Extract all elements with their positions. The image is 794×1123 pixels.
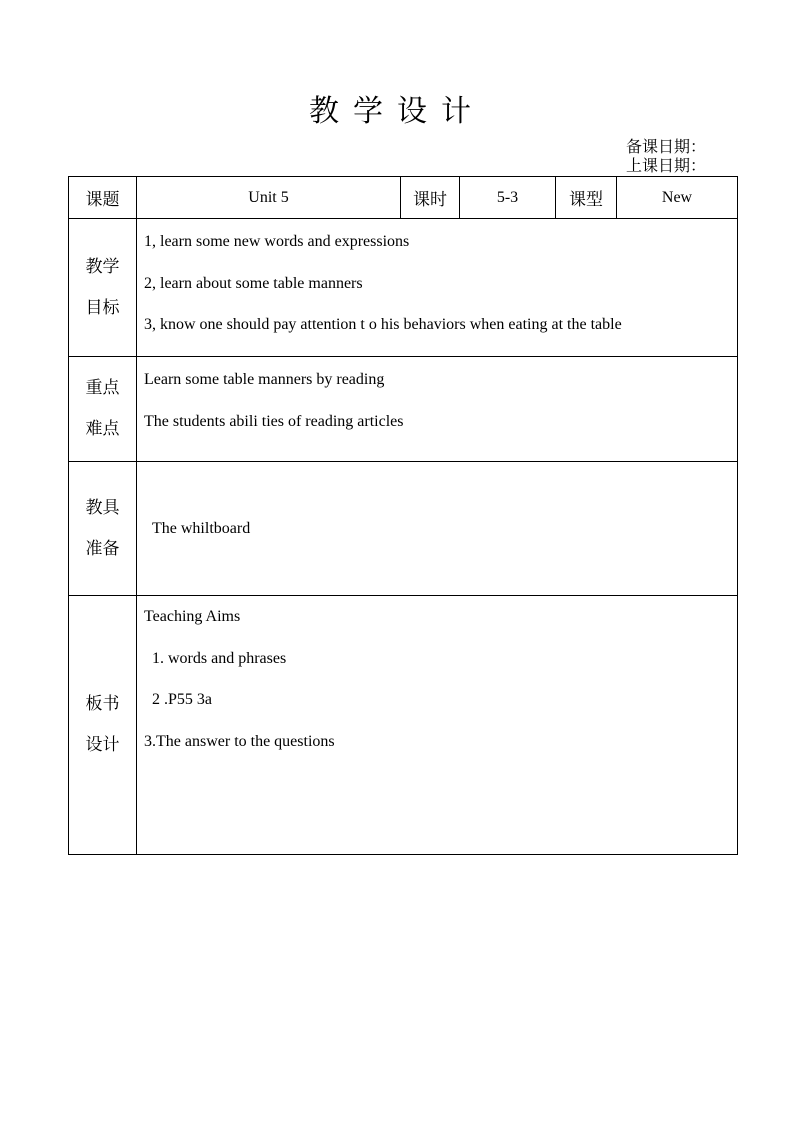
board-label-line-1: 板书	[85, 694, 120, 714]
board-row	[69, 596, 738, 855]
key-points-label-line-1: 重点	[85, 378, 120, 398]
prep-date-label: 备课日期：	[626, 137, 707, 156]
key-point-item: Learn some table manners by reading	[144, 371, 385, 388]
goals-label-line-2: 目标	[85, 297, 120, 318]
board-label	[69, 596, 137, 855]
document-title: 教学设计	[309, 94, 485, 129]
board-item: 1. words and phrases	[152, 649, 287, 667]
board-item: 3.The answer to the questions	[144, 732, 335, 750]
goal-item: 3, know one should pay attention t o his behaviors when eating at the table	[144, 316, 622, 333]
goals-label-line-1: 教学	[85, 256, 120, 277]
topic-label: 课题	[69, 177, 137, 219]
tools-label	[69, 462, 137, 596]
period-label: 课时	[401, 177, 460, 219]
tools-row	[69, 462, 738, 596]
tools-content	[137, 462, 738, 596]
goal-item: 2, learn about some table manners	[144, 274, 363, 292]
class-date-label: 上课日期：	[626, 156, 707, 175]
key-points-row	[69, 357, 738, 462]
key-points-label	[69, 357, 137, 462]
goals-content	[137, 219, 738, 357]
key-point-item: The students abili ties of reading articles	[144, 412, 404, 430]
board-label-line-2: 设计	[85, 735, 120, 755]
board-content	[137, 596, 738, 855]
tools-label-line-2: 准备	[85, 538, 120, 559]
board-item: Teaching Aims	[144, 608, 241, 625]
board-item: 2 .P55 3a	[152, 691, 212, 708]
period-value: 5-3	[460, 177, 556, 219]
goals-row	[69, 219, 738, 357]
header-row	[69, 177, 738, 219]
tools-label-line-1: 教具	[85, 497, 120, 518]
goals-label	[69, 219, 137, 357]
key-points-label-line-2: 难点	[85, 419, 120, 439]
topic-value: Unit 5	[137, 177, 401, 219]
key-points-content	[137, 357, 738, 462]
tools-value: The whiltboard	[152, 519, 251, 537]
lesson-plan-table	[68, 176, 738, 855]
date-block	[626, 137, 706, 175]
type-value: New	[617, 177, 738, 219]
goal-item: 1, learn some new words and expressions	[144, 233, 410, 250]
type-label: 课型	[556, 177, 617, 219]
